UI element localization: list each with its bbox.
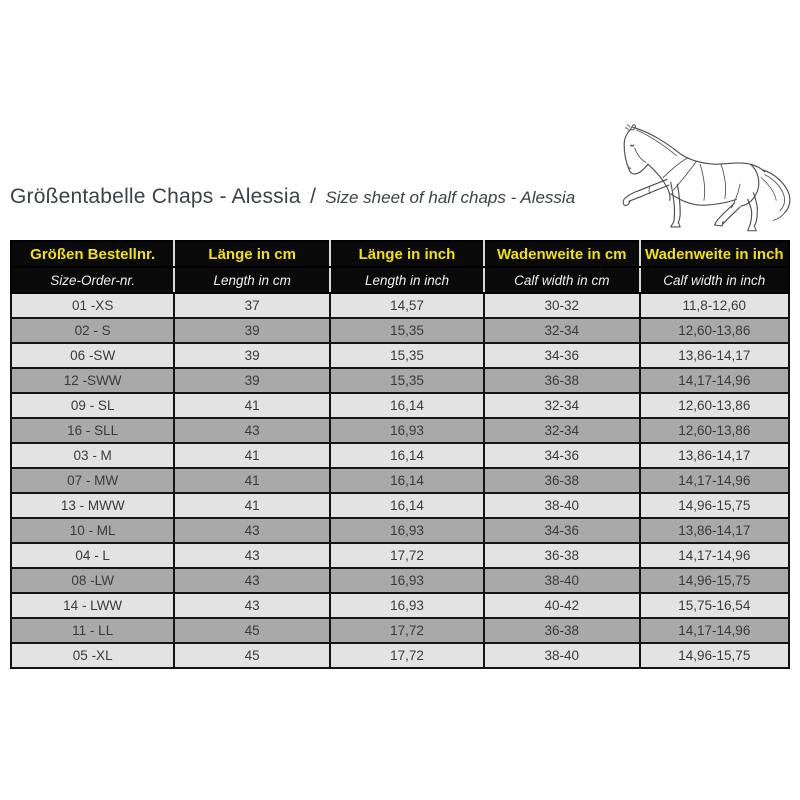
- length-inch-cell: 17,72: [330, 543, 484, 568]
- length-inch-cell: 16,14: [330, 443, 484, 468]
- length-cm-cell: 37: [174, 293, 330, 318]
- length-inch-cell: 16,14: [330, 493, 484, 518]
- calf-width-inch-cell: 11,8-12,60: [640, 293, 789, 318]
- table-row: [11, 618, 789, 643]
- size-table: [10, 240, 790, 669]
- length-inch-cell: 17,72: [330, 643, 484, 668]
- size-order-cell: 08 -LW: [11, 568, 174, 593]
- length-inch-cell: 16,14: [330, 393, 484, 418]
- length-cm-cell: 39: [174, 343, 330, 368]
- calf-width-cm-cell: 38-40: [484, 493, 640, 518]
- size-table-header: [11, 241, 789, 293]
- calf-width-inch-cell: 14,96-15,75: [640, 493, 789, 518]
- calf-width-inch-cell: 12,60-13,86: [640, 418, 789, 443]
- column-subheader-calf-cm: Calf width in cm: [484, 267, 640, 293]
- calf-width-cm-cell: 36-38: [484, 543, 640, 568]
- horse-illustration: [608, 112, 798, 244]
- column-subheader-length-cm: Length in cm: [174, 267, 330, 293]
- horse-line-art-icon: [608, 112, 798, 244]
- table-row: [11, 343, 789, 368]
- size-order-cell: 16 - SLL: [11, 418, 174, 443]
- size-order-cell: 12 -SWW: [11, 368, 174, 393]
- calf-width-inch-cell: 15,75-16,54: [640, 593, 789, 618]
- page-title-english: Size sheet of half chaps - Alessia: [325, 188, 576, 207]
- calf-width-inch-cell: 14,17-14,96: [640, 368, 789, 393]
- calf-width-inch-cell: 14,17-14,96: [640, 618, 789, 643]
- calf-width-inch-cell: 13,86-14,17: [640, 443, 789, 468]
- length-inch-cell: 16,93: [330, 518, 484, 543]
- length-cm-cell: 41: [174, 393, 330, 418]
- header-row-german: [11, 241, 789, 267]
- calf-width-inch-cell: 12,60-13,86: [640, 318, 789, 343]
- size-table-body: [11, 293, 789, 668]
- size-order-cell: 02 - S: [11, 318, 174, 343]
- table-row: [11, 643, 789, 668]
- length-cm-cell: 39: [174, 368, 330, 393]
- calf-width-cm-cell: 36-38: [484, 368, 640, 393]
- table-row: [11, 418, 789, 443]
- calf-width-cm-cell: 34-36: [484, 343, 640, 368]
- table-row: [11, 568, 789, 593]
- length-cm-cell: 39: [174, 318, 330, 343]
- length-cm-cell: 43: [174, 518, 330, 543]
- size-order-cell: 01 -XS: [11, 293, 174, 318]
- length-inch-cell: 14,57: [330, 293, 484, 318]
- calf-width-inch-cell: 14,96-15,75: [640, 643, 789, 668]
- table-row: [11, 318, 789, 343]
- size-order-cell: 14 - LWW: [11, 593, 174, 618]
- length-inch-cell: 16,93: [330, 418, 484, 443]
- calf-width-inch-cell: 14,17-14,96: [640, 543, 789, 568]
- length-inch-cell: 15,35: [330, 343, 484, 368]
- calf-width-inch-cell: 13,86-14,17: [640, 343, 789, 368]
- page-title-separator: /: [310, 185, 316, 208]
- page-title: [10, 185, 575, 209]
- table-row: [11, 593, 789, 618]
- length-cm-cell: 41: [174, 493, 330, 518]
- calf-width-cm-cell: 34-36: [484, 443, 640, 468]
- table-row: [11, 493, 789, 518]
- length-inch-cell: 16,93: [330, 593, 484, 618]
- length-cm-cell: 43: [174, 593, 330, 618]
- table-row: [11, 393, 789, 418]
- column-header-calf-inch: Wadenweite in inch: [640, 241, 789, 267]
- length-cm-cell: 41: [174, 468, 330, 493]
- calf-width-cm-cell: 32-34: [484, 318, 640, 343]
- size-order-cell: 06 -SW: [11, 343, 174, 368]
- column-header-length-cm: Länge in cm: [174, 241, 330, 267]
- column-subheader-length-inch: Length in inch: [330, 267, 484, 293]
- page-title-german: Größentabelle Chaps - Alessia: [10, 185, 301, 208]
- column-header-size-order: Größen Bestellnr.: [11, 241, 174, 267]
- length-cm-cell: 43: [174, 543, 330, 568]
- calf-width-cm-cell: 30-32: [484, 293, 640, 318]
- length-inch-cell: 15,35: [330, 318, 484, 343]
- calf-width-cm-cell: 40-42: [484, 593, 640, 618]
- length-inch-cell: 16,14: [330, 468, 484, 493]
- length-cm-cell: 45: [174, 618, 330, 643]
- column-subheader-calf-inch: Calf width in inch: [640, 267, 789, 293]
- calf-width-inch-cell: 14,96-15,75: [640, 568, 789, 593]
- calf-width-cm-cell: 38-40: [484, 568, 640, 593]
- length-inch-cell: 16,93: [330, 568, 484, 593]
- size-order-cell: 05 -XL: [11, 643, 174, 668]
- size-order-cell: 13 - MWW: [11, 493, 174, 518]
- calf-width-cm-cell: 32-34: [484, 393, 640, 418]
- table-row: [11, 468, 789, 493]
- table-row: [11, 443, 789, 468]
- size-order-cell: 03 - M: [11, 443, 174, 468]
- table-row: [11, 368, 789, 393]
- column-subheader-size-order: Size-Order-nr.: [11, 267, 174, 293]
- length-cm-cell: 45: [174, 643, 330, 668]
- length-inch-cell: 15,35: [330, 368, 484, 393]
- length-cm-cell: 41: [174, 443, 330, 468]
- size-order-cell: 04 - L: [11, 543, 174, 568]
- table-row: [11, 543, 789, 568]
- calf-width-inch-cell: 13,86-14,17: [640, 518, 789, 543]
- size-order-cell: 07 - MW: [11, 468, 174, 493]
- size-order-cell: 09 - SL: [11, 393, 174, 418]
- length-inch-cell: 17,72: [330, 618, 484, 643]
- calf-width-cm-cell: 36-38: [484, 468, 640, 493]
- calf-width-cm-cell: 36-38: [484, 618, 640, 643]
- table-row: [11, 518, 789, 543]
- header-row-english: [11, 267, 789, 293]
- size-order-cell: 10 - ML: [11, 518, 174, 543]
- calf-width-cm-cell: 38-40: [484, 643, 640, 668]
- column-header-length-inch: Länge in inch: [330, 241, 484, 267]
- length-cm-cell: 43: [174, 568, 330, 593]
- column-header-calf-cm: Wadenweite in cm: [484, 241, 640, 267]
- length-cm-cell: 43: [174, 418, 330, 443]
- calf-width-cm-cell: 34-36: [484, 518, 640, 543]
- calf-width-inch-cell: 14,17-14,96: [640, 468, 789, 493]
- size-order-cell: 11 - LL: [11, 618, 174, 643]
- calf-width-inch-cell: 12,60-13,86: [640, 393, 789, 418]
- table-row: [11, 293, 789, 318]
- calf-width-cm-cell: 32-34: [484, 418, 640, 443]
